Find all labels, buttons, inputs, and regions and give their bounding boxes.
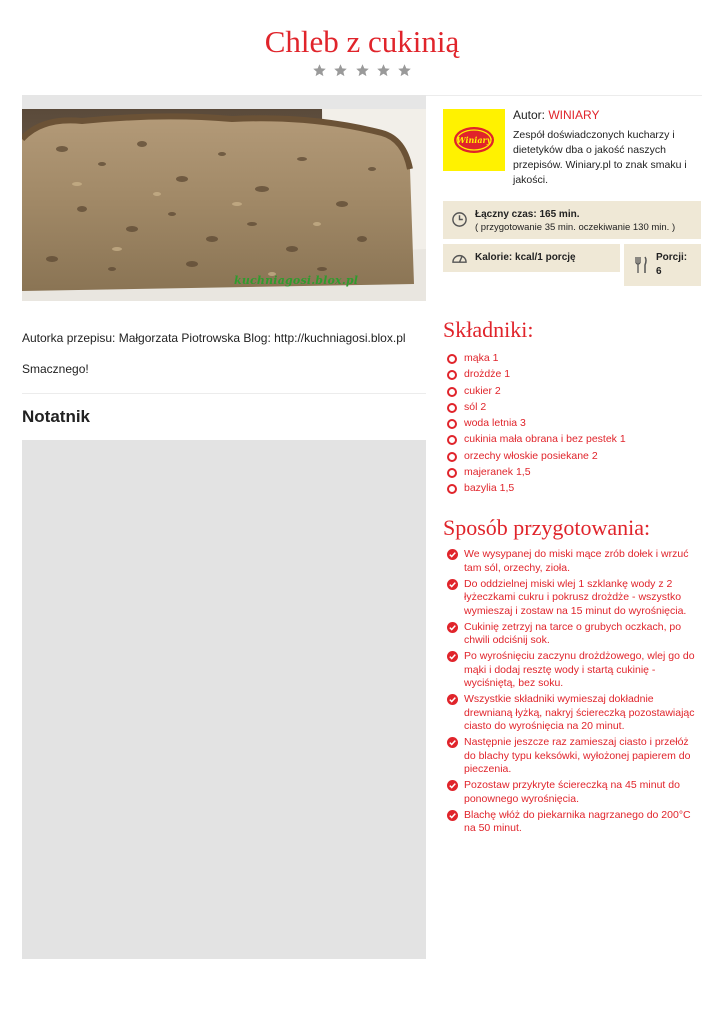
ingredient-item — [447, 448, 626, 464]
step-text: Pozostaw przykryte ściereczką na 45 minut do ponownego wyrośnięcia. — [464, 779, 680, 805]
rating-stars[interactable] — [0, 63, 724, 83]
star-icon[interactable] — [355, 63, 370, 78]
ingredient-text: woda letnia 3 — [464, 417, 526, 430]
divider — [22, 393, 426, 394]
portions-label: Porcji: — [656, 252, 688, 263]
bullet-icon — [447, 403, 457, 413]
recipe-title: Chleb z cukinią — [264, 24, 460, 59]
step-text: Wszystkie składniki wymieszaj dokładnie drewnianą łyżką, nakryj ściereczką pozostawiając ciasto do wyrośnięcia na 20 minut. — [464, 693, 695, 732]
clock-icon — [451, 211, 468, 228]
step-text: Do oddzielnej miski wlej 1 szklankę wody z 2 łyżeczkami cukru i pokrusz drożdże - wszystko wymieszaj i zostaw na 15 minut do wyrośnięcia. — [464, 577, 687, 617]
winiary-logo-icon — [451, 120, 497, 160]
calories-label: Kalorie: kcal/1 porcję — [475, 252, 576, 263]
bullet-icon — [447, 452, 457, 462]
bread-image — [22, 109, 426, 301]
cutlery-icon — [634, 256, 648, 274]
speedometer-icon — [451, 250, 468, 265]
ingredient-text: orzechy włoskie posiekane 2 — [464, 449, 598, 462]
step-item — [447, 578, 701, 619]
step-text: Cukinię zetrzyj na tarce o grubych oczkach, po chwili odciśnij sok. — [464, 620, 682, 646]
ingredient-item — [447, 383, 626, 399]
recipe-photo — [22, 109, 426, 301]
divider — [426, 95, 702, 96]
notes-area[interactable] — [22, 440, 426, 959]
step-text: Po wyrośnięciu zaczynu drożdżowego, wlej go do mąki i dodaj resztę wody i startą cukinię - wyciśniętą, bez soku. — [464, 650, 695, 689]
check-icon — [447, 694, 458, 705]
check-icon — [447, 780, 458, 791]
author-description: Zespół doświadczonych kucharzy i dietetyków dba o jakość naszych przepisów. Winiary.pl to znak smaku i jakości. — [513, 129, 687, 186]
step-item — [447, 548, 701, 575]
author-line — [513, 108, 599, 122]
bullet-icon — [447, 468, 457, 478]
ingredient-text: cukier 2 — [464, 384, 501, 397]
bon-appetit-text: Smacznego! — [22, 362, 89, 376]
ingredient-text: majeranek 1,5 — [464, 466, 531, 479]
star-icon[interactable] — [376, 63, 391, 78]
ingredient-item — [447, 464, 626, 480]
ingredient-item — [447, 350, 626, 366]
bullet-icon — [447, 370, 457, 380]
ingredients-list — [447, 350, 626, 497]
author-label: Autor: — [513, 108, 549, 122]
step-item — [447, 621, 701, 648]
time-detail: ( przygotowanie 35 min. oczekiwanie 130 min. ) — [475, 222, 676, 233]
author-note: Autorka przepisu: Małgorzata Piotrowska Blog: http://kuchniagosi.blox.pl — [22, 331, 406, 345]
bullet-icon — [447, 387, 457, 397]
ingredients-title: Składniki: — [443, 317, 534, 342]
ingredient-text: mąka 1 — [464, 352, 499, 364]
check-icon — [447, 549, 458, 560]
portions-box — [624, 244, 701, 286]
step-item — [447, 693, 701, 734]
portions-value: 6 — [656, 266, 662, 277]
calories-box — [443, 244, 620, 272]
ingredient-text: cukinia mała obrana i bez pestek 1 — [464, 433, 626, 446]
ingredient-item — [447, 399, 626, 415]
preparation-title: Sposób przygotowania: — [443, 515, 651, 540]
ingredient-item — [447, 480, 626, 496]
step-text: Blachę włóż do piekarnika nagrzanego do 200°C na 50 minut. — [464, 808, 691, 834]
brand-logo — [443, 109, 505, 171]
bullet-icon — [447, 354, 457, 364]
check-icon — [447, 651, 458, 662]
photo-frame-top — [22, 95, 426, 109]
total-time-label: Łączny czas: 165 min. — [475, 209, 580, 220]
bullet-icon — [447, 435, 457, 445]
step-item — [447, 809, 701, 836]
bullet-icon — [447, 419, 457, 429]
step-item — [447, 650, 701, 691]
ingredient-text: bazylia 1,5 — [464, 482, 515, 495]
star-icon[interactable] — [333, 63, 348, 78]
step-text: We wysypanej do miski mące zrób dołek i wrzuć tam sól, orzechy, zioła. — [464, 548, 689, 574]
star-icon[interactable] — [312, 63, 327, 78]
star-icon[interactable] — [397, 63, 412, 78]
bullet-icon — [447, 484, 457, 494]
check-icon — [447, 737, 458, 748]
logo-text: Winiary — [456, 135, 492, 145]
notes-title: Notatnik — [22, 407, 90, 426]
ingredient-item — [447, 431, 626, 447]
step-text: Następnie jeszcze raz zamieszaj ciasto i przełóż do blachy typu keksówki, wyłożonej papierem do pieczenia. — [464, 736, 691, 775]
check-icon — [447, 810, 458, 821]
ingredient-text: drożdże 1 — [464, 368, 511, 381]
author-name-link[interactable]: WINIARY — [548, 108, 600, 122]
ingredient-item — [447, 366, 626, 382]
ingredient-text: sól 2 — [464, 400, 487, 413]
check-icon — [447, 579, 458, 590]
check-icon — [447, 622, 458, 633]
steps-list — [447, 548, 701, 838]
recipe-photo-section — [22, 95, 426, 301]
photo-watermark: kuchniagosi.blox.pl — [234, 274, 359, 287]
step-item — [447, 736, 701, 777]
step-item — [447, 779, 701, 806]
ingredient-item — [447, 415, 626, 431]
total-time-box — [443, 201, 701, 239]
